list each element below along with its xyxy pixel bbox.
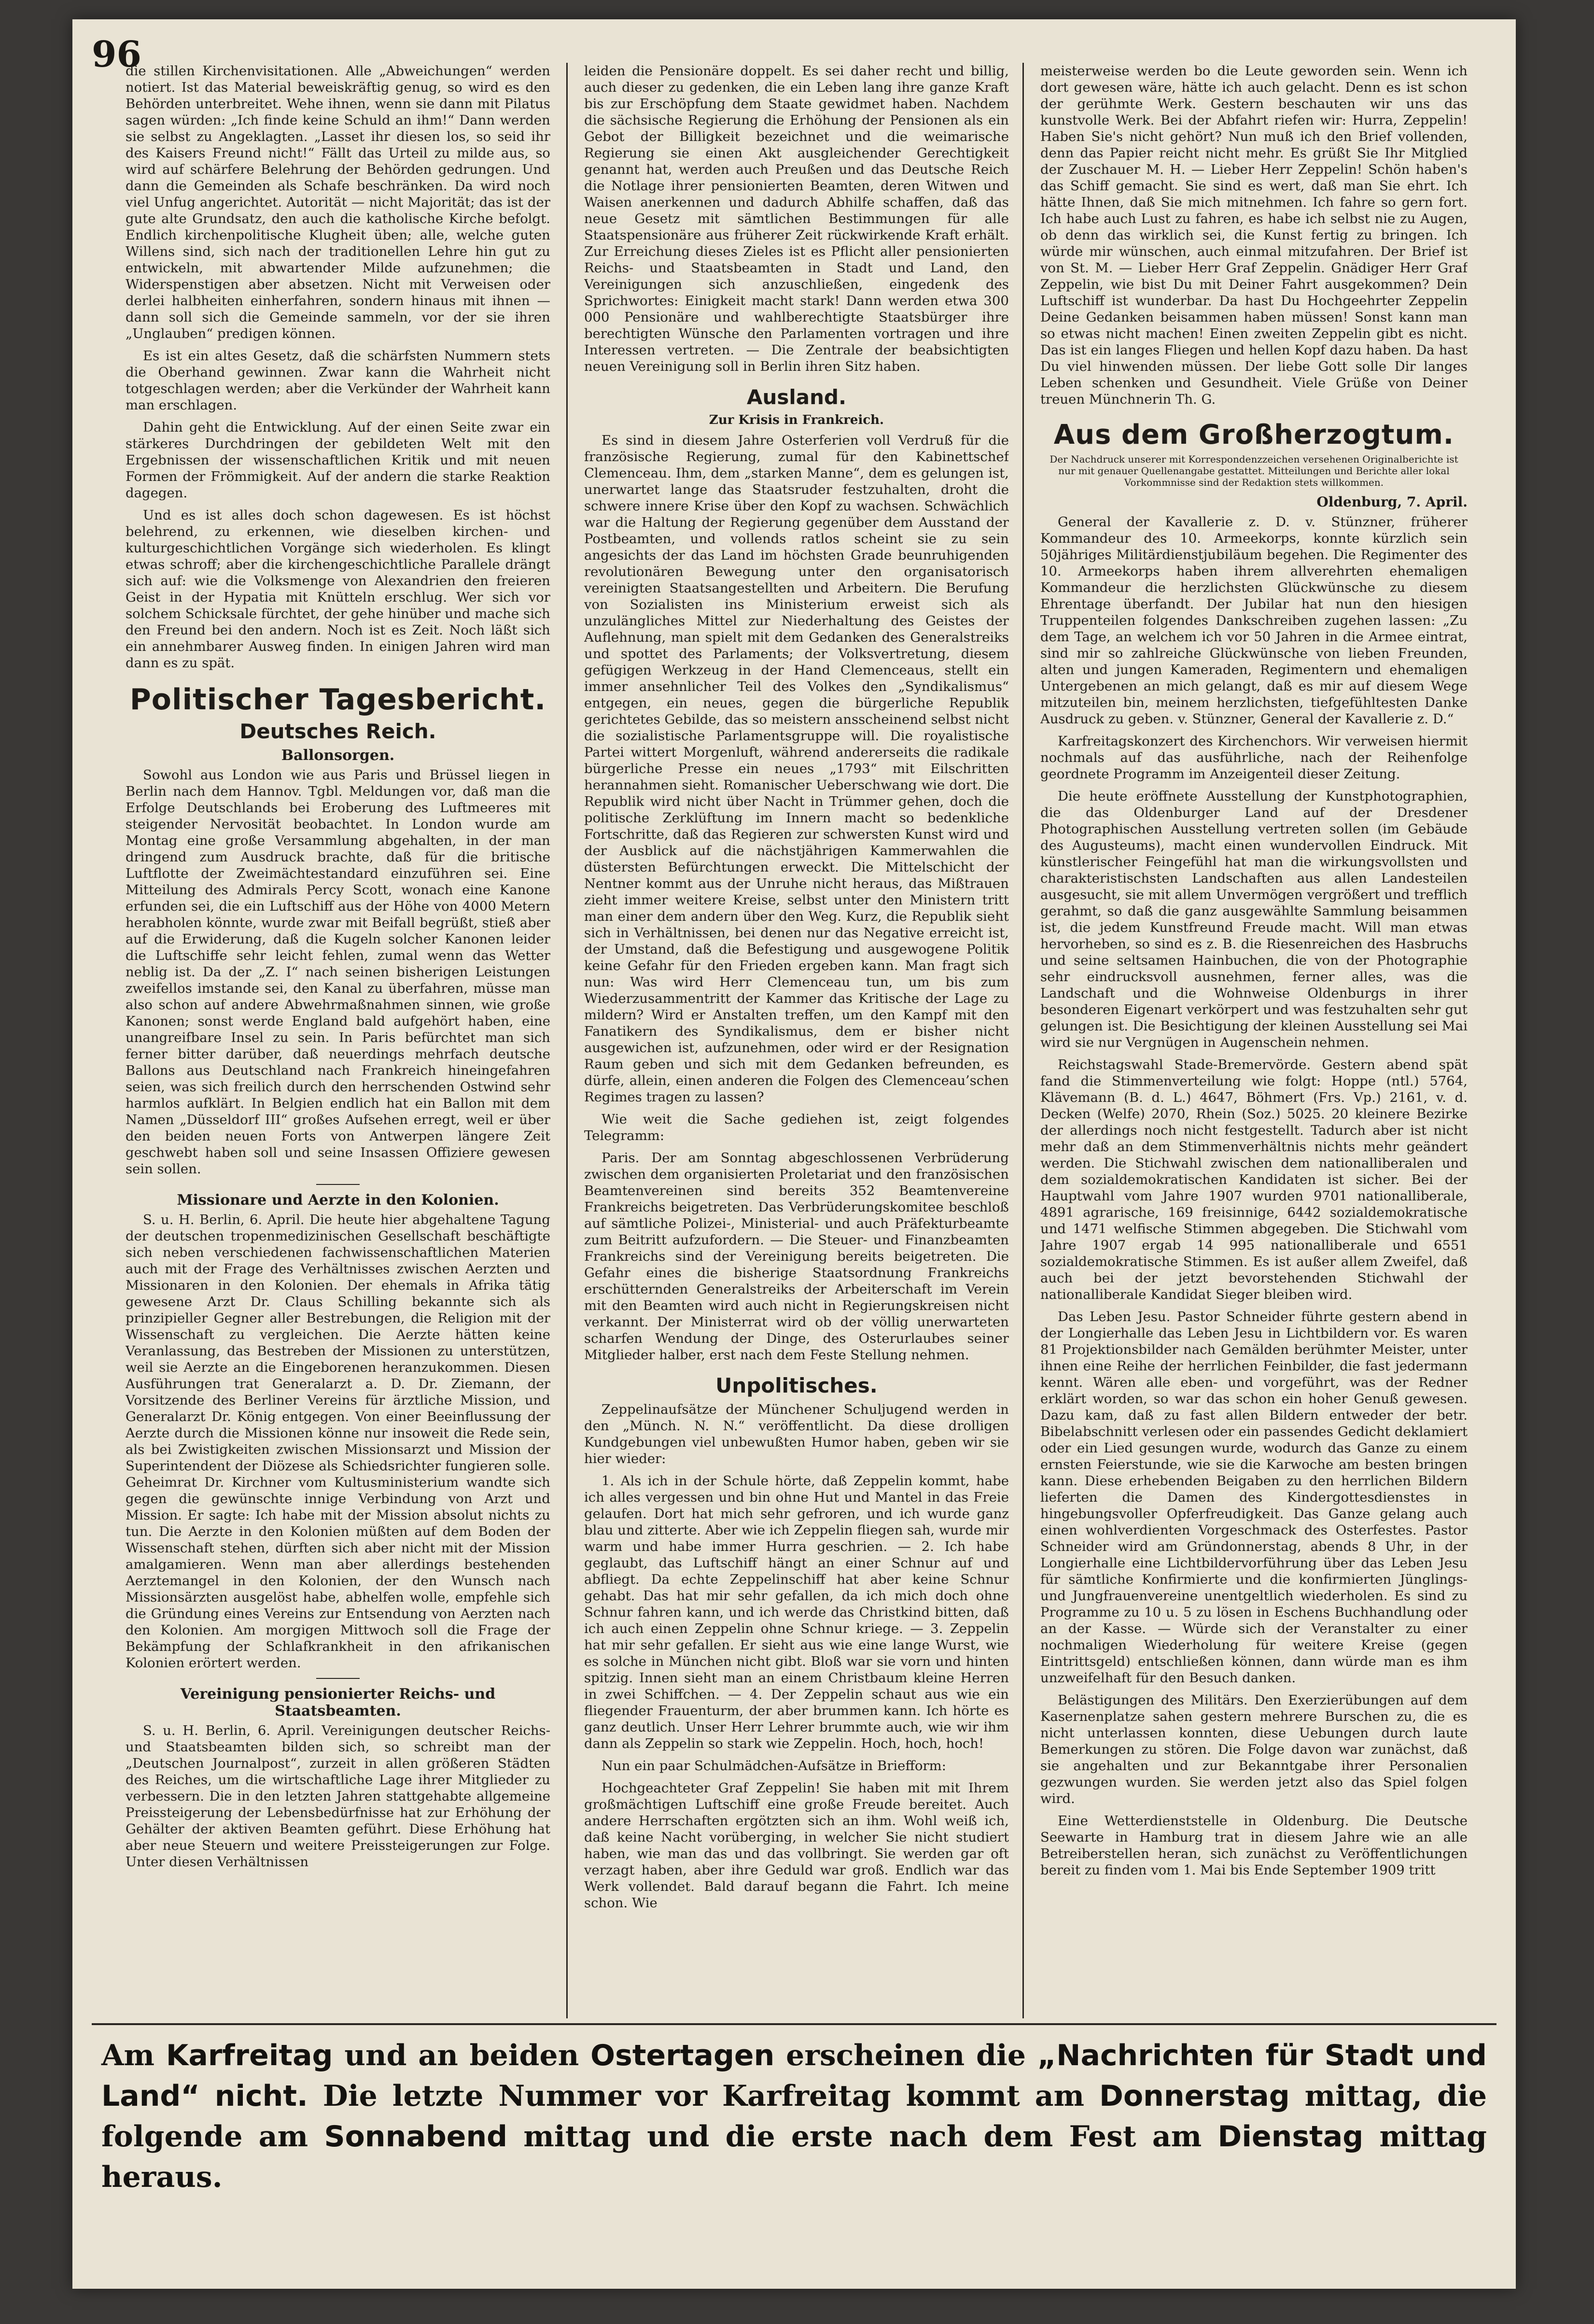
- banner-text: Am: [101, 2039, 166, 2072]
- banner-text: Die letzte Nummer vor Karfreitag kommt am: [308, 2079, 1100, 2113]
- newspaper-page: [72, 19, 1516, 2289]
- article-paragraph: Reichstagswahl Stade-Bremervörde. Gestern abend spät fand die Stimmenverteilung wie folgt: Hoppe (ntl.) 5764, Klävemann (B. d. L.) 4647, Böhmert (Frs. Vp.) 2161, v. d. Decken (Welfe) 2070, Rhein (Soz.) 5025. 20 kleinere Bezirke der allerdings noch nicht festgestellt. Tadurch aber ist nicht mehr daß an dem Stimmenverhältnis nichts mehr geändert werden. Die Stichwahl zwischen dem nationalliberalen und dem sozialdemokratischen Kandidaten ist sicher. Bei der Hauptwahl vom Jahre 1907 wurden 9701 nationalliberale, 4891 agrarische, 169 freisinnige, 6442 sozialdemokratische und 1471 welfische Stimmen abgegeben. Die Stichwahl vom Jahre 1907 ergab 14 995 nationalliberale und 6551 sozialdemokratische Stimmen. Es ist außer allem Zweifel, daß auch bei der jetzt bevorstehenden Stichwahl der nationalliberale Kandidat Sieger bleiben wird.: [1040, 1057, 1468, 1302]
- banner-keyword: Dienstag: [1217, 2120, 1364, 2154]
- article-paragraph: Zeppelinaufsätze der Münchener Schuljugend werden in den „Münch. N. N.“ veröffentlicht. Da diese drolligen Kundgebungen viel unbewußten Humor haben, geben wir sie hier wieder:: [584, 1402, 1009, 1466]
- article-paragraph: Eine Wetterdienststelle in Oldenburg. Die Deutsche Seewarte in Hamburg trat in diesem Jahre wie an alle Betreiberstellen heran, sich zunächst zu Veröffentlichungen bereit zu finden vom 1. Mai bis Ende September 1909 tritt: [1040, 1813, 1468, 1878]
- article-paragraph: Es sind in diesem Jahre Osterferien voll Verdruß für die französische Regierung, zumal für den Kabinettschef Clemenceau. Ihm, dem „starken Manne“, dem es gelungen ist, unerwartet lange das Staatsruder festzuhalten, droht die schwere innere Krise über den Kopf zu wachsen. Schwächlich war die Haltung der Regierung gegenüber dem Ausstand der Postbeamten, und vollends ratlos scheint sie zu sein angesichts der das Land im höchsten Grade beunruhigenden revolutionären Bewegung unter den organisatorisch vereinigten Staatsangestellten und Arbeitern. Die Berufung von Sozialisten ins Ministerium erweist sich als unzulängliches Mittel zur Niederhaltung des Geistes der Auflehnung, man spielt mit dem Gedanken des Generalstreiks und spottet des Parlaments; der Volksvertretung, diesem gefügigen Werkzeug in der Hand Clemenceaus, stellt ein immer ansehnlicher Teil des Volkes den „Syndikalismus“ entgegen, ein neues, gegen die bürgerliche Republik gerichtetes Gebilde, das so meistern ansscheinend selbst nicht die sozialistische Parlamentsgruppe will. Die royalistische Partei wittert Morgenluft, während andererseits die radikale bürgerliche Presse ein neues „1793“ mit Eilschritten herannahmen sieht. Romanischer Ueberschwang wie dort. Die Republik wird nicht über Nacht in Trümmer gehen, doch die politische Zerklüftung im Innern macht so bedenkliche Fortschritte, daß das Regieren zur schwersten Kunst wird und der Ausblick auf die nächstjährigen Kammerwahlen die düstersten Befürchtungen erweckt. Die Mittelschicht der Nentner kommt aus der Unruhe nicht heraus, das Mißtrauen zieht immer weitere Kreise, selbst unter den Ministern tritt man einer dem andern über den Weg. Kurz, die Republik sieht sich in Verhältnissen, bei denen nur das Negative erreicht ist, der Umstand, daß die Befestigung und ausgewogene Politik keine Gefahr für den Frieden ergeben kann. Man fragt sich nun: Was wird Herr Clemenceau tun, um bis zum Wiederzusammentritt der Kammer das Kritische der Lage zu mildern? Wird er Anstalten treffen, um den Kampf mit den Fanatikern des Syndikalismus, dem er bisher nicht ausgewichen ist, aufzunehmen, oder wird er der Resignation Raum geben und sich mit dem Gedanken befreunden, es dürfe, allein, einen anderen die Folgen des Clemenceau’schen Regimes tragen zu lassen?: [584, 433, 1009, 1105]
- article-paragraph: Sowohl aus London wie aus Paris und Brüssel liegen in Berlin nach dem Hannov. Tgbl. Meldungen vor, daß man die Erfolge Deutschlands bei Eroberung des Luftmeeres mit steigender Nervosität beobachtet. In London wurde am Montag eine große Versammlung abgehalten, in der man dringend zum Ausdruck brachte, daß für die britische Luftflotte der Zweimächtestandard einzuführen sei. Eine Mitteilung des Admirals Percy Scott, wonach eine Kanone erfunden sei, die ein Luftschiff aus der Höhe von 4000 Metern herabholen könnte, wurde zwar mit Beifall begrüßt, stieß aber auf die Erwiderung, daß die Kugeln solcher Kanonen leider die Luftschiffe sehr leicht fehlen, zumal wenn das Wetter neblig ist. Da der „Z. I“ nach seinen bisherigen Leistungen zweifellos imstande sei, den Kanal zu überfahren, müsse man also schon auf andere Abwehrmaßnahmen sinnen, wie große Kanonen; sonst werde England bald aufgehört haben, eine unangreifbare Insel zu sein. In Paris befürchtet man sich ferner bitter darüber, daß neuerdings mehrfach deutsche Ballons aus Deutschland nach Frankreich hineingefahren seien, was sich freilich durch den herrschenden Ostwind sehr harmlos aufklärt. In Belgien endlich hat ein Ballon mit dem Namen „Düsseldorf III“ großes Aufsehen erregt, weil er über den beiden neuen Forts von Antwerpen längere Zeit geschwebt haben soll und seine Insassen Offiziere gewesen sein sollen.: [126, 767, 550, 1177]
- banner-keyword: Ostertagen: [590, 2039, 775, 2072]
- divider: [316, 1184, 360, 1185]
- banner-text: mittag heraus.: [101, 2120, 1487, 2194]
- banner-rule: [92, 2023, 1496, 2025]
- banner-text: erscheinen die: [774, 2039, 1037, 2072]
- article-paragraph: Hochgeachteter Graf Zeppelin! Sie haben mit mit Ihrem großmächtigen Luftschiff eine große Freude bereitet. Auch andere Herrschaften ergötzten sich an ihm. Wohl weiß ich, daß keine Nacht vorüberging, in welcher Sie nicht studiert haben, wie man das und das vollbringt. Sie werden gar oft verzagt haben, aber ihre Geduld war groß. Endlich war das Werk vollendet. Bald darauf begann die Fahrt. Ich meine schon. Wie: [584, 1780, 1009, 1911]
- reprint-note: Der Nachdruck unserer mit Korrespondenzzeichen versehenen Originalberichte ist nur mit genauer Quellenangabe gestattet. Mitteilungen und Berichte aller lokal Vorkommnisse sind der Redaktion stets willkommen.: [1049, 453, 1458, 488]
- dateline: Oldenburg, 7. April.: [1316, 494, 1468, 510]
- column-rule: [1022, 63, 1024, 2018]
- article-paragraph: S. u. H. Berlin, 6. April. Vereinigungen deutscher Reichs- und Staatsbeamten bilden sich, so schreibt man der „Deutschen Journalpost“, zurzeit in allen größeren Städten des Reiches, um die wirtschaftliche Lage ihrer Mitglieder zu verbessern. Die in den letzten Jahren stattgehabte allgemeine Preissteigerung der Lebensbedürfnisse hat zur Erhöhung der Gehälter der aktiven Beamten geführt. Diese Erhöhung hat aber neue Steuern und weitere Preissteigerungen zur Folge. Unter diesen Verhältnissen: [126, 1723, 550, 1870]
- section-heading: Aus dem Großherzogtum.: [1053, 419, 1454, 451]
- subsection-heading: Zur Krisis in Frankreich.: [709, 413, 884, 427]
- article-paragraph: leiden die Pensionäre doppelt. Es sei daher recht und billig, auch dieser zu gedenken, die ein Leben lang ihre ganze Kraft bis zur Erschöpfung dem Staate gewidmet haben. Nachdem die sächsische Regierung die Erhöhung der Pensionen als ein Gebot der Billigkeit bezeichnet und die weimarische Regierung sie einen Akt ausgleichender Gerechtigkeit genannt hat, werden auch Preußen und das Deutsche Reich die Notlage ihrer pensionierten Beamten, deren Witwen und Waisen anerkennen und dadurch Abhilfe schaffen, daß das neue Gesetz mit sämtlichen Bestimmungen für alle Staatspensionäre aus früherer Zeit rückwirkende Kraft erhält. Zur Erreichung dieses Zieles ist es Pflicht aller pensionierten Reichs- und Staatsbeamten in Stadt und Land, den Vereinigungen sich anzuschließen, eingedenk des Sprichwortes: Einigkeit macht stark! Dann werden etwa 300 000 Pensionäre und wahlberechtigte Staatsbürger ihre berechtigten Wünsche den Parlamenten vortragen und ihre Interessen vertreten. — Die Zentrale der beabsichtigten neuen Vereinigung soll in Berlin ihren Sitz haben.: [584, 63, 1009, 374]
- column-rule: [566, 63, 568, 2018]
- section-heading: Politischer Tagesbericht.: [129, 683, 546, 717]
- section-heading: Ausland.: [746, 385, 847, 409]
- divider: [316, 1678, 360, 1679]
- section-heading: Unpolitisches.: [715, 1374, 878, 1397]
- banner-keyword: „Nachrichten für Stadt und Land“ nicht.: [101, 2039, 1487, 2113]
- banner-keyword: Donnerstag: [1099, 2079, 1290, 2113]
- banner-keyword: Sonnabend: [324, 2120, 508, 2154]
- article-paragraph: Und es ist alles doch schon dagewesen. Es ist höchst belehrend, zu erkennen, wie dieselben kirchen- und kulturgeschichtlichen Vorgänge sich wiederholen. Es klingt etwas schroff; aber die kirchengeschichtliche Parallele drängt sich auf: wie die Volksmenge von Alexandrien den freieren Geist in der Hypatia mit Knütteln erschlug. Wer sich vor solchem Schicksale fürchtet, der gehe hinüber und mache sich den Freund bei den andern. Noch ist es Zeit. Noch läßt sich ein annehmbarer Ausweg finden. In einigen Jahren wird man dann es zu spät.: [126, 507, 550, 671]
- article-paragraph: meisterweise werden bo die Leute geworden sein. Wenn ich dort gewesen wäre, hätte ich auch gelacht. Denn es ist schon der gerühmte Werk. Gestern beschauten wir uns das kunstvolle Werk. Bei der Abfahrt riefen wir: Hurra, Zeppelin! Haben Sie's nicht gehört? Nun muß ich den Brief vollenden, denn das Papier reicht nicht mehr. Es grüßt Sie Ihr Mitglied der Zuschauer M. H. — Lieber Herr Zeppelin! Schön haben's das Schiff gemacht. Sie sind es wert, daß man Sie ehrt. Ich hätte Ihnen, daß Sie mich mitnehmen. Ich fahre so gern fort. Ich habe auch Lust zu fahren, es habe ich selbst nie zu Augen, ob denn das wirklich sei, die Kunst fertig zu bringen. Ich würde mir wünschen, auch einmal mitzufahren. Der Brief ist von St. M. — Lieber Herr Graf Zeppelin. Gnädiger Herr Graf Zeppelin, wie bist Du mit Deiner Fahrt ausgekommen? Dein Luftschiff ist wunderbar. Da hast Du Hochgeehrter Zeppelin Deine Gedanken beisammen haben müssen! Sonst kann man so etwas nicht machen! Einen zweiten Zeppelin gibt es nicht. Das ist ein langes Fliegen und hellen Kopf dazu haben. Da hast Du viel hinwenden müssen. Der liebe Gott solle Dir langes Leben schenken und Gesundheit. Viele Grüße von Deiner treuen Münchnerin Th. G.: [1040, 63, 1468, 407]
- article-paragraph: Wie weit die Sache gediehen ist, zeigt folgendes Telegramm:: [584, 1112, 1009, 1143]
- holiday-notice-banner: [101, 2035, 1487, 2197]
- article-title: Missionare und Aerzte in den Kolonien.: [177, 1192, 499, 1209]
- banner-text: mittag, die folgende am: [101, 2079, 1487, 2154]
- article-paragraph: Paris. Der am Sonntag abgeschlossenen Verbrüderung zwischen dem organisierten Proletariat und den französischen Beamtenvereinen sind bereits 352 Beamtenvereine Frankreichs beigetreten. Das Verbrüderungskomitee beschloß auf sämtliche Polizei-, Ministerial- und auch Präfekturbeamte zum Beitritt aufzufordern. — Die Steuer- und Finanzbeamten Frankreichs sind der Vereinigung bereits beigetreten. Die Gefahr eines die bisherige Staatsordnung Frankreichs erschütternden Generalstreiks der Arbeiterschaft im Verein mit den Beamten wird auch nicht in Regierungskreisen nicht verkannt. Der Ministerrat wird ob der völlig unerwarteten scharfen Wendung der Dinge, des Osterurlaubes seiner Mitglieder halber, erst nach dem Feste Stellung nehmen.: [584, 1150, 1009, 1363]
- article-paragraph: Dahin geht die Entwicklung. Auf der einen Seite zwar ein stärkeres Durchdringen der gebildeten Welt mit den Ergebnissen der wissenschaftlichen Kritik und mit neuen Formen der Frömmigkeit. Auf der andern die starke Reaktion dagegen.: [126, 420, 550, 501]
- subsection-heading: Deutsches Reich.: [239, 719, 436, 743]
- banner-keyword: Karfreitag: [166, 2039, 333, 2072]
- column-3: [1040, 63, 1468, 2018]
- article-paragraph: die stillen Kirchenvisitationen. Alle „Abweichungen“ werden notiert. Ist das Material beweiskräftig genug, so wird es den Behörden unterbreitet. Wehe ihnen, wenn sie dann mit Pilatus sagen würden: „Ich finde keine Schuld an ihm!“ Dann werden sie selbst zu Angeklagten. „Lasset ihr diesen los, so seid ihr des Kaisers Freund nicht!“ Fällt das Urteil zu milde aus, so wird auf schärfere Belehrung der Behörden gedrungen. Und dann die Gemeinden als Schafe beschränken. Da wird noch viel Unfug angerichtet. Autorität — nicht Majorität; das ist der gute alte Grundsatz, den auch die katholische Kirche befolgt. Endlich kirchenpolitische Klugheit üben; alle, welche guten Willens sind, sich nach der traditionellen Lehre hin gut zu entwickeln, mit abwartender Milde aufzunehmen; die Widerspenstigen aber absetzen. Nicht mit Verweisen oder derlei halbheiten einherfahren, sondern hinaus mit ihnen — dann soll sich die Gemeinde sammeln, vor der sie ihren „Unglauben“ predigen können.: [126, 63, 550, 341]
- article-paragraph: Es ist ein altes Gesetz, daß die schärfsten Nummern stets die Oberhand gewinnen. Zwar kann die Wahrheit nicht totgeschlagen werden; aber die Verkünder der Wahrheit kann man erschlagen.: [126, 348, 550, 413]
- article-paragraph: S. u. H. Berlin, 6. April. Die heute hier abgehaltene Tagung der deutschen tropenmedizinischen Gesellschaft beschäftigte sich neben verschiedenen fachwissenschaftlichen Materien auch mit der Frage des Verhältnisses zwischen Aerzten und Missionaren in den Kolonien. Der ehemals in Afrika tätig gewesene Arzt Dr. Claus Schilling bekannte sich als prinzipieller Gegner aller Bestrebungen, die Religion mit der Wissenschaft zu vergleichen. Die Aerzte hätten keine Veranlassung, das Bestreben der Missionen zu unterstützen, weil sie Aerzte an die Eingeborenen heranzukommen. Diesen Ausführungen trat Generalarzt a. D. Dr. Ziemann, der Vorsitzende des Berliner Vereins für ärztliche Mission, und Generalarzt Dr. König entgegen. Von einer Beeinflussung der Aerzte durch die Missionen könne nur insoweit die Rede sein, als bei Zwistigkeiten zwischen Missionsarzt und Mission der Superintendent der Diözese als Schiedsrichter fungieren solle. Geheimrat Dr. Kirchner vom Kultusministerium wandte sich gegen die gewünschte innige Verbindung von Arzt und Mission. Er sagte: Ich habe mit der Mission absolut nichts zu tun. Die Aerzte in den Kolonien müßten auf dem Boden der Wissenschaft stehen, dürften sich aber nicht mit der Mission amalgamieren. Wenn man aber allerdings bestehenden Aerztemangel in den Kolonien, der den Wunsch nach Missionsärzten ausgelöst habe, abhelfen wolle, empfehle sich die Gründung eines Vereins zur Entsendung von Aerzten nach den Kolonien. Am morgigen Mittwoch soll die Frage der Bekämpfung der Schlafkrankheit in den afrikanischen Kolonien erörtert werden.: [126, 1212, 550, 1671]
- banner-text: mittag und die erste nach dem Fest am: [507, 2120, 1218, 2154]
- article-paragraph: Karfreitagskonzert des Kirchenchors. Wir verweisen hiermit nochmals auf das ausführliche, nach der Reihenfolge geordnete Programm im Anzeigenteil dieser Zeitung.: [1040, 733, 1468, 782]
- article-title: Ballonsorgen.: [281, 747, 395, 764]
- article-paragraph: Belästigungen des Militärs. Den Exerzierübungen auf dem Kasernenplatze sahen gestern mehrere Burschen zu, die es nicht unterlassen konnten, diese Uebungen durch laute Bemerkungen zu stören. Die Folge davon war zunächst, daß sie angehalten und zur Bekanntgabe ihrer Personalien gezwungen wurden. Sie werden jetzt also das Spiel folgen wird.: [1040, 1692, 1468, 1806]
- article-paragraph: Die heute eröffnete Ausstellung der Kunstphotographien, die das Oldenburger Land auf der Dresdener Photographischen Ausstellung vertreten sollen (im Gebäude des Augusteums), macht einen wundervollen Eindruck. Mit künstlerischer Feingefühl hat man die wirkungsvollsten und charakteristischsten Landschaften aus allen Landesteilen ausgesucht, sie mit allem Unvermögen vergrößert und trefflich gerahmt, so daß die ganz ausgewählte Sammlung beisammen ist, die jedem Kunstfreund Freude macht. Will man etwas hervorheben, so sind es z. B. die Riesenreichen des Hasbruchs und seine seltsamen Hainbuchen, die von der Photographie sehr eindrucksvoll ausnehmen, ferner alles, was die Landschaft und die Wohnweise Oldenburgs in ihrer besonderen Eigenart verkörpert und was festzuhalten sehr gut gelungen ist. Die Besichtigung der kleinen Ausstellung sei Mai wird sie nur Vergnügen in Augenschein nehmen.: [1040, 789, 1468, 1050]
- page-number: 96: [92, 34, 141, 75]
- banner-text: und an beiden: [333, 2039, 591, 2072]
- article-paragraph: General der Kavallerie z. D. v. Stünzner, früherer Kommandeur des 10. Armeekorps, konnte kürzlich sein 50jähriges Militärdienstjubiläum begehen. Die Regimenter des 10. Armeekorps haben ihrem allverehrten ehemaligen Kommandeur die herzlichsten Glückwünsche zu diesem Ehrentage überfandt. Der Jubilar hat nun den hiesigen Truppenteilen folgendes Dankschreiben zugehen lassen: „Zu dem Tage, an welchem ich vor 50 Jahren in die Armee eintrat, sind mir so zahlreiche Glückwünsche von lieben Freunden, alten und jungen Kameraden, Regimentern und ehemaligen Untergebenen an mich gelangt, daß es mir auf diesem Wege mitzuteilen bin, meinem herzlichsten, tiefgefühltesten Danke Ausdruck zu geben. v. Stünzner, General der Kavallerie z. D.“: [1040, 514, 1468, 727]
- article-paragraph: Das Leben Jesu. Pastor Schneider führte gestern abend in der Longierhalle das Leben Jesu in Lichtbildern vor. Es waren 81 Projektionsbilder nach Gemälden berühmter Meister, unter ihnen eine Reihe der herrlichen Feinbilder, die fast jedermann kennt. Wären alle eben- und vorgeführt, was der Redner erklärt worden, so war das schon ein hoher Genuß gewesen. Dazu kam, daß zu fast allen Bildern entweder der betr. Bibelabschnitt verlesen oder ein passendes Gedicht deklamiert oder ein Lied gesungen wurde, wodurch das Ganze zu einem ernsten Feierstunde, wie sie die Karwoche am besten bringen kann. Diese erhebenden Beigaben zu den herrlichen Bildern lieferten die Damen des Kindergottesdienstes in hingebungsvoller Opferfreudigkeit. Das Ganze gelang auch einen wohlverdienten Vorgeschmack des Osterfestes. Pastor Schneider wird am Gründonnerstag, abends 8 Uhr, in der Longierhalle eine Lichtbildervorführung über das Leben Jesu für sämtliche Konfirmierte und die konfirmierten Jünglings- und Jungfrauenvereine unentgeltlich wiederholen. Es sind zu Programme zu 10 u. 5 zu lösen in Eschens Buchhandlung oder an der Kasse. — Würde sich der Veranstalter zu einer nochmaligen Wiederholung für weitere Kreise (gegen Eintrittsgeld) entschließen können, dann würde man es ihm unzweifelhaft für den Besuch danken.: [1040, 1309, 1468, 1686]
- article-title: Vereinigung pensionierter Reichs- und Staatsbeamten.: [180, 1686, 496, 1719]
- column-1: [126, 63, 550, 1994]
- column-2: [584, 63, 1009, 2018]
- article-paragraph: 1. Als ich in der Schule hörte, daß Zeppelin kommt, habe ich alles vergessen und bin ohne Hut und Mantel in das Freie gelaufen. Dort hat mich sehr gefroren, und ich wurde ganz blau und zitterte. Aber wie ich Zeppelin fliegen sah, wurde mir warm und habe immer Hurra geschrien. — 2. Ich habe geglaubt, das Luftschiff hängt an einer Schnur auf und abfliegt. Da echte Zeppelinschiff hat aber keine Schnur gehabt. Das hat mir sehr gefallen, da ich mich doch ohne Schnur fahren kann, und ich werde das Christkind bitten, daß ich auch einen Zeppelin ohne Schnur kriege. — 3. Zeppelin hat mir sehr gefallen. Er sieht aus wie eine lange Wurst, wie es solche in München nicht gibt. Bloß war sie vorn und hinten spitzig. Innen sieht man an einem Christbaum kleine Herren in zwei Schiffchen. — 4. Der Zeppelin schaut aus wie ein fliegender Frauenturm, der aber brummen kann. Ich hörte es ganz deutlich. Unser Herr Lehrer brummte auch, wie wir ihm dann als Zeppelin so stark wie Zeppelin. Hoch, hoch, hoch!: [584, 1473, 1009, 1751]
- article-paragraph: Nun ein paar Schulmädchen-Aufsätze in Briefform:: [601, 1758, 947, 1774]
